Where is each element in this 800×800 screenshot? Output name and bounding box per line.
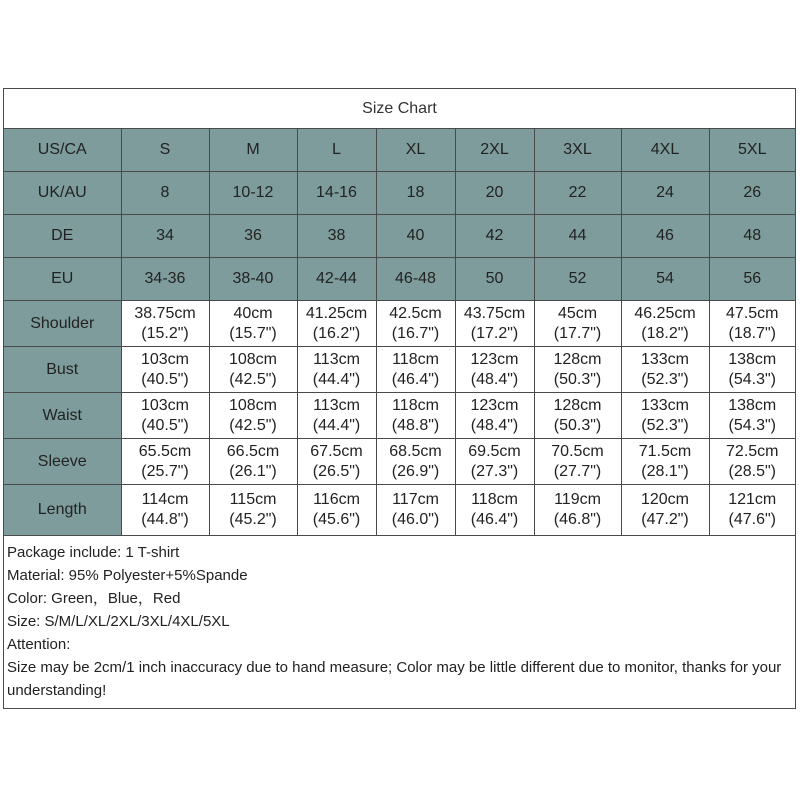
measure-cell	[297, 301, 376, 347]
measure-cm: 113cm	[313, 350, 360, 368]
size-system-row-uk-au	[4, 172, 795, 215]
measure-cm: 128cm	[553, 350, 602, 368]
measure-inch: (27.7")	[553, 462, 602, 480]
note-line: Package include: 1 T-shirt	[7, 544, 180, 561]
note-line: Size: S/M/L/XL/2XL/3XL/4XL/5XL	[7, 613, 230, 630]
measure-inch: (25.7")	[141, 462, 189, 480]
measure-cm: 103cm	[140, 350, 190, 368]
measure-cell	[709, 393, 795, 439]
measure-row-waist	[4, 393, 795, 439]
measure-inch: (48.4")	[470, 370, 519, 388]
measure-inch: (46.4")	[470, 511, 519, 528]
measure-inch: (40.5")	[141, 416, 189, 434]
measure-cm: 114cm	[141, 491, 189, 508]
measure-cell	[534, 485, 621, 536]
size-cell: 3XL	[534, 129, 621, 172]
size-cell: 46	[621, 215, 709, 258]
measure-cm: 118cm	[392, 396, 439, 414]
measure-cell	[209, 301, 297, 347]
measure-cm: 128cm	[553, 396, 602, 414]
measure-cell	[534, 347, 621, 393]
measure-inch: (17.7")	[553, 324, 602, 342]
measure-cm: 66.5cm	[226, 442, 280, 460]
measure-cell	[709, 485, 795, 536]
size-cell: M	[209, 129, 297, 172]
measure-inch: (48.8")	[391, 416, 440, 434]
size-cell: 10-12	[209, 172, 297, 215]
size-cell: 50	[455, 258, 534, 301]
measure-inch: (47.6")	[728, 511, 776, 528]
measure-inch: (46.4")	[391, 370, 440, 388]
measure-cm: 40cm	[233, 304, 273, 322]
measure-cell	[376, 301, 455, 347]
size-cell: 54	[621, 258, 709, 301]
measure-cell	[621, 439, 709, 485]
measure-cm: 118cm	[392, 350, 439, 368]
row-label: Shoulder	[4, 301, 121, 347]
measure-inch: (26.9")	[391, 462, 440, 480]
measure-inch: (48.4")	[470, 416, 519, 434]
measure-inch: (18.2")	[641, 324, 689, 342]
measure-inch: (52.3")	[641, 370, 689, 388]
row-label: EU	[4, 258, 121, 301]
measure-inch: (50.3")	[553, 416, 602, 434]
measure-row-sleeve	[4, 439, 795, 485]
measure-cm: 108cm	[228, 350, 278, 368]
measure-cell	[709, 347, 795, 393]
size-cell: 38	[297, 215, 376, 258]
size-cell: 40	[376, 215, 455, 258]
measure-cell	[709, 301, 795, 347]
measure-cell	[376, 485, 455, 536]
measure-cell	[621, 347, 709, 393]
measure-cm: 69.5cm	[468, 442, 521, 460]
measure-inch: (18.7")	[728, 324, 776, 342]
note-line: Size may be 2cm/1 inch inaccuracy due to hand measure; Color may be little different due to monitor, thanks for your understanding!	[7, 659, 782, 699]
measure-inch: (44.8")	[141, 511, 189, 528]
measure-cm: 72.5cm	[726, 442, 779, 460]
size-system-row-de	[4, 215, 795, 258]
measure-inch: (42.5")	[229, 370, 277, 388]
measure-inch: (46.0")	[391, 511, 440, 528]
measure-cm: 138cm	[728, 396, 777, 414]
size-system-row-us-ca	[4, 129, 795, 172]
size-cell: 46-48	[376, 258, 455, 301]
measure-cell	[534, 301, 621, 347]
measure-cm: 133cm	[640, 396, 690, 414]
measure-cm: 123cm	[470, 350, 519, 368]
measure-cm: 67.5cm	[310, 442, 363, 460]
product-notes	[4, 536, 795, 702]
note-line: Color: Green，Blue，Red	[7, 590, 181, 607]
size-cell: 26	[709, 172, 795, 215]
measure-cm: 68.5cm	[389, 442, 442, 460]
measure-inch: (16.2")	[312, 324, 361, 342]
measure-cm: 117cm	[392, 491, 439, 508]
measure-cm: 43.75cm	[463, 304, 526, 322]
measure-cell	[455, 439, 534, 485]
size-cell: 4XL	[621, 129, 709, 172]
measure-cell	[455, 347, 534, 393]
measure-inch: (28.5")	[728, 462, 776, 480]
note-line: Material: 95% Polyester+5%Spande	[7, 567, 248, 584]
measure-row-length	[4, 485, 795, 536]
measure-cell	[534, 393, 621, 439]
measure-inch: (45.6")	[312, 511, 361, 528]
size-cell: 2XL	[455, 129, 534, 172]
measure-cell	[121, 439, 209, 485]
size-cell: 5XL	[709, 129, 795, 172]
measure-cell	[121, 347, 209, 393]
size-cell: 42-44	[297, 258, 376, 301]
size-cell: 20	[455, 172, 534, 215]
measure-cell	[455, 301, 534, 347]
measure-cell	[376, 347, 455, 393]
row-label: DE	[4, 215, 121, 258]
size-system-row-eu	[4, 258, 795, 301]
row-label: Waist	[4, 393, 121, 439]
measure-cm: 65.5cm	[138, 442, 192, 460]
note-line: Attention:	[7, 636, 71, 653]
measure-cm: 38.75cm	[134, 304, 196, 322]
measure-inch: (27.3")	[470, 462, 519, 480]
size-cell: 42	[455, 215, 534, 258]
row-label: Sleeve	[4, 439, 121, 485]
measure-cm: 119cm	[554, 491, 601, 508]
measure-cm: 45cm	[557, 304, 598, 322]
size-cell: 18	[376, 172, 455, 215]
measure-inch: (42.5")	[229, 416, 277, 434]
row-label: UK/AU	[4, 172, 121, 215]
size-cell: 44	[534, 215, 621, 258]
measure-cm: 46.25cm	[634, 304, 696, 322]
measure-inch: (26.5")	[312, 462, 361, 480]
measure-cm: 108cm	[228, 396, 278, 414]
measure-cm: 120cm	[640, 491, 690, 508]
measure-row-shoulder	[4, 301, 795, 347]
measure-inch: (15.7")	[229, 324, 277, 342]
measure-cm: 121cm	[728, 491, 777, 508]
measure-inch: (26.1")	[229, 462, 277, 480]
measure-inch: (46.8")	[553, 511, 602, 528]
measure-cell	[455, 485, 534, 536]
row-label: US/CA	[4, 129, 121, 172]
measure-cell	[297, 347, 376, 393]
size-chart	[3, 88, 796, 709]
size-cell: 14-16	[297, 172, 376, 215]
size-cell: 52	[534, 258, 621, 301]
measure-cm: 103cm	[140, 396, 190, 414]
measure-row-bust	[4, 347, 795, 393]
measure-cell	[209, 393, 297, 439]
measure-cm: 123cm	[470, 396, 519, 414]
measure-inch: (54.3")	[728, 370, 776, 388]
measure-cell	[209, 485, 297, 536]
measure-cell	[534, 439, 621, 485]
measure-cm: 42.5cm	[389, 304, 442, 322]
measure-cm: 70.5cm	[551, 442, 604, 460]
measure-cell	[297, 439, 376, 485]
size-cell: 22	[534, 172, 621, 215]
size-cell: 56	[709, 258, 795, 301]
row-label: Length	[4, 485, 121, 536]
measure-cell	[621, 393, 709, 439]
measure-inch: (15.2")	[141, 324, 189, 342]
measure-cm: 71.5cm	[638, 442, 692, 460]
measure-cell	[121, 301, 209, 347]
measure-cm: 41.25cm	[305, 304, 368, 322]
measure-cell	[621, 301, 709, 347]
measure-inch: (54.3")	[728, 416, 776, 434]
measure-cell	[121, 485, 209, 536]
row-label: Bust	[4, 347, 121, 393]
measure-cm: 113cm	[313, 396, 360, 414]
measure-cell	[297, 485, 376, 536]
size-cell: 48	[709, 215, 795, 258]
measure-cell	[209, 347, 297, 393]
size-table	[4, 129, 795, 536]
size-cell: 8	[121, 172, 209, 215]
size-cell: 38-40	[209, 258, 297, 301]
measure-inch: (17.2")	[470, 324, 519, 342]
measure-inch: (45.2")	[229, 511, 277, 528]
measure-inch: (44.4")	[312, 416, 361, 434]
measure-cm: 115cm	[229, 491, 277, 508]
size-cell: 36	[209, 215, 297, 258]
measure-inch: (28.1")	[641, 462, 689, 480]
measure-cell	[297, 393, 376, 439]
measure-cm: 116cm	[313, 491, 360, 508]
size-cell: S	[121, 129, 209, 172]
measure-inch: (52.3")	[641, 416, 689, 434]
size-cell: 24	[621, 172, 709, 215]
measure-cell	[376, 439, 455, 485]
measure-cell	[709, 439, 795, 485]
size-cell: 34	[121, 215, 209, 258]
size-cell: 34-36	[121, 258, 209, 301]
measure-cell	[209, 439, 297, 485]
measure-inch: (44.4")	[312, 370, 361, 388]
measure-cell	[455, 393, 534, 439]
measure-cell	[121, 393, 209, 439]
measure-inch: (40.5")	[141, 370, 189, 388]
measure-inch: (16.7")	[391, 324, 440, 342]
measure-cm: 118cm	[471, 491, 518, 508]
size-chart-title: Size Chart	[4, 89, 795, 129]
measure-inch: (50.3")	[553, 370, 602, 388]
measure-cell	[621, 485, 709, 536]
measure-cm: 133cm	[640, 350, 690, 368]
size-cell: XL	[376, 129, 455, 172]
measure-cm: 47.5cm	[726, 304, 779, 322]
measure-inch: (47.2")	[641, 511, 689, 528]
measure-cell	[376, 393, 455, 439]
size-cell: L	[297, 129, 376, 172]
measure-cm: 138cm	[728, 350, 777, 368]
